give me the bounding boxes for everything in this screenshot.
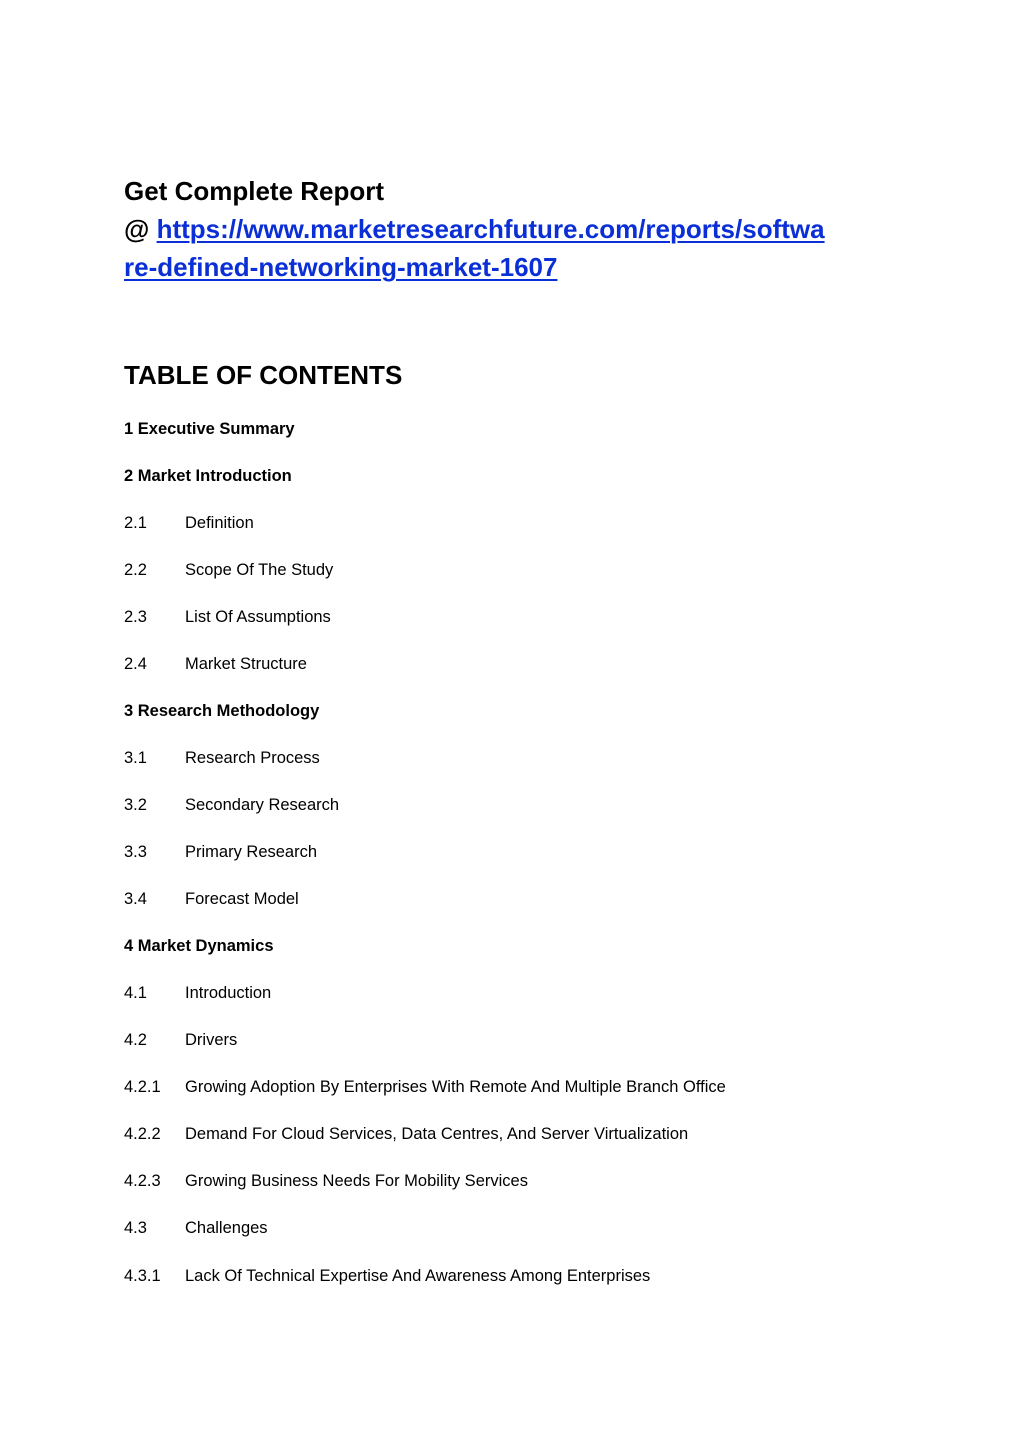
toc-item-label: Research Process — [185, 749, 320, 767]
toc-item-number: 2.2 — [124, 561, 147, 579]
toc-item-number: 4.2 — [124, 1031, 147, 1049]
toc-item-4-1 — [124, 982, 271, 1004]
toc-item-number: 3.3 — [124, 843, 147, 861]
toc-item-2-4 — [124, 653, 307, 675]
at-sign: @ — [124, 214, 150, 244]
toc-item-4-2-3 — [124, 1170, 528, 1192]
toc-item-label: Challenges — [185, 1219, 268, 1237]
toc-item-4-2-2 — [124, 1123, 688, 1145]
toc-item-label: Lack Of Technical Expertise And Awareness Among Enterprises — [185, 1267, 651, 1285]
toc-title: TABLE OF CONTENTS — [124, 360, 403, 390]
report-url-link-part-2[interactable]: re-defined-networking-market-1607 — [124, 252, 558, 282]
toc-item-4-2 — [124, 1029, 237, 1051]
toc-item-label: List Of Assumptions — [185, 608, 331, 626]
toc-item-label: Scope Of The Study — [185, 561, 334, 579]
toc-item-2-1 — [124, 512, 254, 534]
toc-item-label: Forecast Model — [185, 890, 299, 908]
toc-item-number: 4.2.3 — [124, 1172, 161, 1190]
toc-item-number: 3.2 — [124, 796, 147, 814]
toc-item-number: 2.1 — [124, 514, 147, 532]
toc-heading-3: 3 Research Methodology — [124, 702, 320, 720]
report-link-block — [124, 172, 904, 286]
toc-item-3-4 — [124, 888, 299, 910]
toc-item-number: 4.3 — [124, 1219, 147, 1237]
toc-item-3-2 — [124, 794, 339, 816]
toc-item-3-1 — [124, 747, 320, 769]
toc-item-label: Growing Business Needs For Mobility Services — [185, 1172, 528, 1190]
toc-item-number: 3.1 — [124, 749, 147, 767]
toc-item-number: 4.1 — [124, 984, 147, 1002]
toc-item-4-3-1 — [124, 1265, 650, 1287]
toc-item-label: Secondary Research — [185, 796, 340, 814]
toc-item-number: 4.2.2 — [124, 1125, 161, 1143]
report-url-line-1 — [124, 210, 904, 248]
toc-heading-1: 1 Executive Summary — [124, 420, 295, 438]
toc-item-4-3 — [124, 1217, 268, 1239]
toc-item-label: Introduction — [185, 984, 272, 1002]
toc-item-2-2 — [124, 559, 333, 581]
toc-item-label: Market Structure — [185, 655, 307, 673]
toc-item-label: Drivers — [185, 1031, 238, 1049]
toc-item-label: Primary Research — [185, 843, 318, 861]
toc-heading-2: 2 Market Introduction — [124, 467, 292, 485]
toc-heading-4: 4 Market Dynamics — [124, 937, 274, 955]
toc-item-number: 2.4 — [124, 655, 147, 673]
toc-item-3-3 — [124, 841, 317, 863]
report-url-link-part-1[interactable]: https://www.marketresearchfuture.com/reports/softwa — [156, 214, 825, 244]
toc-item-4-2-1 — [124, 1076, 726, 1098]
report-url-line-2 — [124, 248, 904, 286]
toc-item-number: 4.2.1 — [124, 1078, 161, 1096]
toc-item-number: 4.3.1 — [124, 1267, 161, 1285]
toc-item-number: 2.3 — [124, 608, 147, 626]
toc-item-label: Definition — [185, 514, 254, 532]
toc-item-label: Demand For Cloud Services, Data Centres, And Server Virtualization — [185, 1125, 689, 1143]
toc-item-number: 3.4 — [124, 890, 147, 908]
toc-item-label: Growing Adoption By Enterprises With Remote And Multiple Branch Office — [185, 1078, 726, 1096]
report-heading: Get Complete Report — [124, 176, 385, 206]
toc-item-2-3 — [124, 606, 331, 628]
